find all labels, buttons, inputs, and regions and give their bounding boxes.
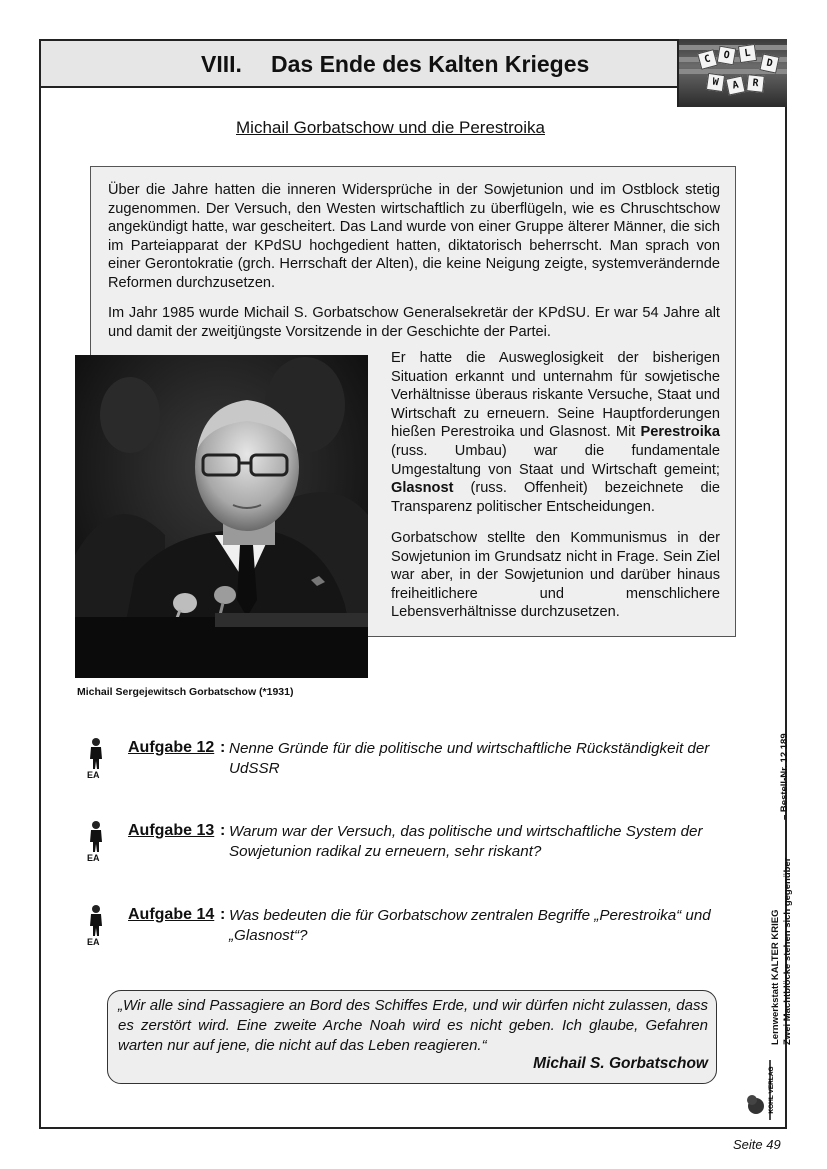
- logo-letter: W: [706, 73, 725, 92]
- chapter-header: [39, 39, 787, 88]
- logo-letter: D: [759, 53, 779, 73]
- quote-author: Michail S. Gorbatschow: [533, 1055, 708, 1072]
- series-subtitle: Zwei Machtblöcke stehen sich gegenüber: [782, 857, 793, 1045]
- paragraph-goals: Gorbatschow stellte den Kommunismus in der Sowjetunion im Grundsatz nicht in Frage. Sein Ziel war aber, in der Sowjetunion und darüber hinaus freiheitlichere und menschlichere Lebensverhältnisse durchzusetzen.: [391, 530, 720, 621]
- publisher-logo: [742, 1060, 778, 1120]
- cold-war-logo: [677, 39, 787, 107]
- gorbachev-photo: [75, 355, 368, 678]
- section-title: Michail Gorbatschow und die Perestroika: [236, 118, 545, 137]
- publisher-name: KOHL VERLAG: [768, 1066, 775, 1114]
- term-perestroika: Perestroika: [640, 424, 720, 441]
- logo-letter: A: [725, 75, 745, 95]
- paragraph-intro: Über die Jahre hatten die inneren Widersprüche in der Sowjetunion und im Ostblock stetig zugenommen. Der Versuch, den Westen wirtschaftlich zu überflügeln, wie es Chruschtschow angekündigt hatte, war gescheitert. Das Land wurde von einer Gruppe älterer Männer, die sich im Parteiapparat der KPdSU hochgedient hatten, diktatorisch beherrscht. Man sprach von einer Gerontokratie (grch. Herrschaft der Alten), die keine Neigung zeigte, systemverändernde Reformen durchzusetzen.: [108, 182, 720, 291]
- task-tag: EA: [87, 937, 100, 947]
- paragraph-reforms: [391, 349, 720, 516]
- task-label: Aufgabe 12: [128, 739, 215, 756]
- photo-caption: Michail Sergejewitsch Gorbatschow (*1931): [77, 686, 294, 698]
- portrait-illustration: [75, 355, 368, 678]
- quote-text: „Wir alle sind Passagiere an Bord des Schiffes Erde, und wir dürfen nicht zulassen, dass es zerstört wird. Eine zweite Arche Noah wird es nicht geben. Ich glaube, Gefahren warten nur auf jene, die nicht auf das Leben reagieren.“: [118, 997, 708, 1054]
- task-text: Warum war der Versuch, das politische und wirtschaftliche System der Sowjetunion radikal zu erneuern, sehr riskant?: [229, 823, 703, 860]
- task-text: Was bedeuten die für Gorbatschow zentralen Begriffe „Perestroika“ und „Glasnost“?: [229, 907, 711, 944]
- order-number: – Bestell-Nr. 12 189: [779, 733, 790, 820]
- task-colon: :: [220, 739, 226, 756]
- paragraph-1985: Im Jahr 1985 wurde Michail S. Gorbatschow Generalsekretär der KPdSU. Er war 54 Jahre alt und damit der zweitjüngste Vorsitzende in der Geschichte der Partei.: [108, 305, 720, 340]
- term-glasnost: Glasnost: [391, 480, 454, 497]
- task-label: Aufgabe 13: [128, 822, 215, 839]
- series-title: Lernwerkstatt KALTER KRIEG: [770, 909, 781, 1045]
- sidebar-series: [770, 858, 794, 1045]
- person-icon: [86, 820, 106, 854]
- person-icon: [86, 737, 106, 771]
- chapter-number: VIII.: [201, 51, 242, 77]
- logo-letter: C: [697, 49, 718, 70]
- task-colon: :: [220, 822, 226, 839]
- logo-letter: L: [738, 44, 757, 63]
- chapter-title: Das Ende des Kalten Krieges: [271, 51, 590, 77]
- task-tag: EA: [87, 770, 100, 780]
- task-label: Aufgabe 14: [128, 906, 215, 923]
- task-tag: EA: [87, 853, 100, 863]
- logo-letter: R: [746, 74, 765, 93]
- task-text: Nenne Gründe für die politische und wirtschaftliche Rückständigkeit der UdSSR: [229, 740, 710, 777]
- reforms-text: (russ. Offenheit) bezeichnete die Transparenz politischer Entscheidungen.: [391, 480, 720, 515]
- person-icon: [86, 904, 106, 938]
- task-colon: :: [220, 906, 226, 923]
- quote-box: [107, 990, 717, 1084]
- logo-letter: O: [717, 46, 737, 66]
- reforms-text: (russ. Umbau) war die fundamentale Umgestaltung von Staat und Wirtschaft gemeint;: [391, 442, 720, 478]
- reforms-text: Er hatte die Ausweglosigkeit der bisherigen Situation erkannt und unternahm für sowjetische Verhältnisse überaus riskante Versuche, Staat und Wirtschaft zu erneuern. Seine Hauptforderungen hießen Perestroika und Glasnost. Mit: [391, 350, 720, 441]
- page-number: Seite 49: [733, 1137, 781, 1152]
